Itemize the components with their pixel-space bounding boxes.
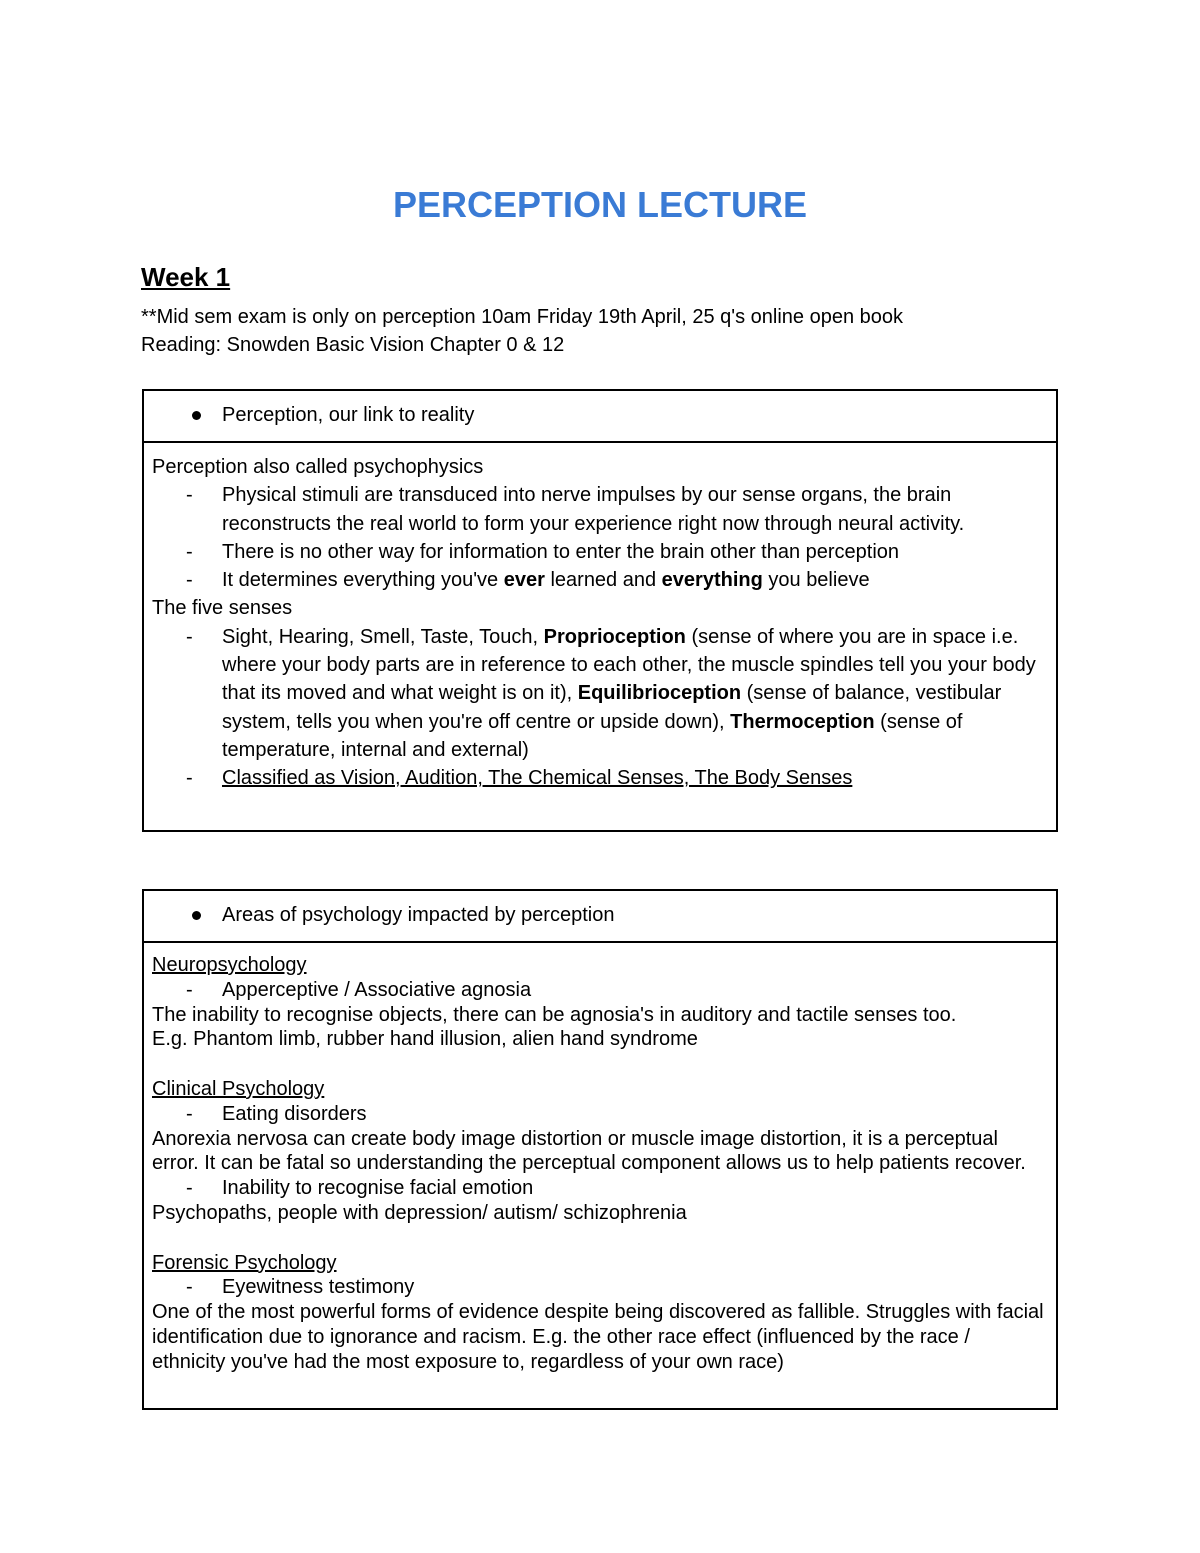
- page-title: PERCEPTION LECTURE: [392, 184, 808, 225]
- dash-marker: -: [186, 767, 193, 790]
- list-item: [152, 566, 1048, 594]
- list-item-text: Inability to recognise facial emotion: [222, 1177, 534, 1200]
- body-line: Psychopaths, people with depression/ autism/ schizophrenia: [152, 1201, 687, 1224]
- box-heading: Perception, our link to reality: [222, 404, 475, 426]
- list-item: [152, 1102, 1048, 1127]
- reading-note: Reading: Snowden Basic Vision Chapter 0 & 12: [141, 334, 565, 356]
- list-item: [152, 1176, 1048, 1201]
- list-item: [152, 623, 1048, 764]
- spacer: [152, 1052, 1048, 1077]
- box-header: [144, 391, 1056, 443]
- bullet-icon: [192, 911, 201, 920]
- dash-marker: -: [186, 1102, 193, 1125]
- section-title: Clinical Psychology: [152, 1077, 325, 1100]
- list-item-text: Sight, Hearing, Smell, Taste, Touch, Proprioception (sense of where you are in space i.e. where your body parts are in reference to each other, the muscle spindles tell you your body that its moved and what weight is on it), Equilibrioception (sense of balance, vestibular system, tells you when you're off centre or upside down), Thermoception (sense of temperature, internal and external): [222, 625, 1036, 761]
- body-line: The five senses: [152, 597, 293, 620]
- section-title: Neuropsychology: [152, 954, 307, 976]
- list-item-text: It determines everything you've ever learned and everything you believe: [222, 569, 870, 592]
- dash-marker: -: [186, 978, 193, 1001]
- box-body: [144, 943, 1056, 1375]
- list-item-text: Classified as Vision, Audition, The Chemical Senses, The Body Senses: [222, 767, 853, 790]
- dash-marker: -: [186, 569, 193, 592]
- dash-marker: -: [186, 625, 193, 648]
- list-item-text: Eating disorders: [222, 1102, 367, 1125]
- body-line: E.g. Phantom limb, rubber hand illusion, alien hand syndrome: [152, 1028, 698, 1051]
- list-item-text: Apperceptive / Associative agnosia: [222, 978, 532, 1001]
- box-body: [144, 443, 1056, 793]
- list-item: [152, 1275, 1048, 1300]
- body-line: Perception also called psychophysics: [152, 456, 484, 478]
- list-item: [152, 764, 1048, 792]
- spacer: [152, 1226, 1048, 1251]
- dash-marker: -: [186, 1276, 193, 1299]
- body-line: The inability to recognise objects, there can be agnosia's in auditory and tactile senses too.: [152, 1003, 957, 1026]
- list-item: [152, 538, 1048, 566]
- body-line: Anorexia nervosa can create body image distortion or muscle image distortion, it is a perceptual error. It can be fatal so understanding the perceptual component allows us to help patients recover.: [152, 1127, 1026, 1175]
- box-heading: Areas of psychology impacted by perception: [222, 904, 615, 926]
- list-item: [152, 481, 1048, 538]
- list-item-text: Physical stimuli are transduced into nerve impulses by our sense organs, the brain reconstructs the real world to form your experience right now through neural activity.: [222, 484, 965, 535]
- exam-note: **Mid sem exam is only on perception 10am Friday 19th April, 25 q's online open book: [141, 306, 904, 328]
- box-header: [144, 891, 1056, 943]
- dash-marker: -: [186, 484, 193, 507]
- list-item-text: Eyewitness testimony: [222, 1276, 415, 1299]
- list-item-text: There is no other way for information to enter the brain other than perception: [222, 540, 900, 563]
- psychology-areas-box: [142, 889, 1058, 1410]
- section-title: Forensic Psychology: [152, 1251, 337, 1274]
- body-line: One of the most powerful forms of evidence despite being discovered as fallible. Struggles with facial identification due to ignorance and racism. E.g. the other race effect (influenced by the race / ethnicity you've had the most exposure to, regardless of your own race): [152, 1301, 1044, 1373]
- dash-marker: -: [186, 1177, 193, 1200]
- bullet-icon: [192, 411, 201, 420]
- dash-marker: -: [186, 540, 193, 563]
- perception-box: [142, 389, 1058, 832]
- week-heading: Week 1: [141, 262, 231, 292]
- list-item: [152, 978, 1048, 1003]
